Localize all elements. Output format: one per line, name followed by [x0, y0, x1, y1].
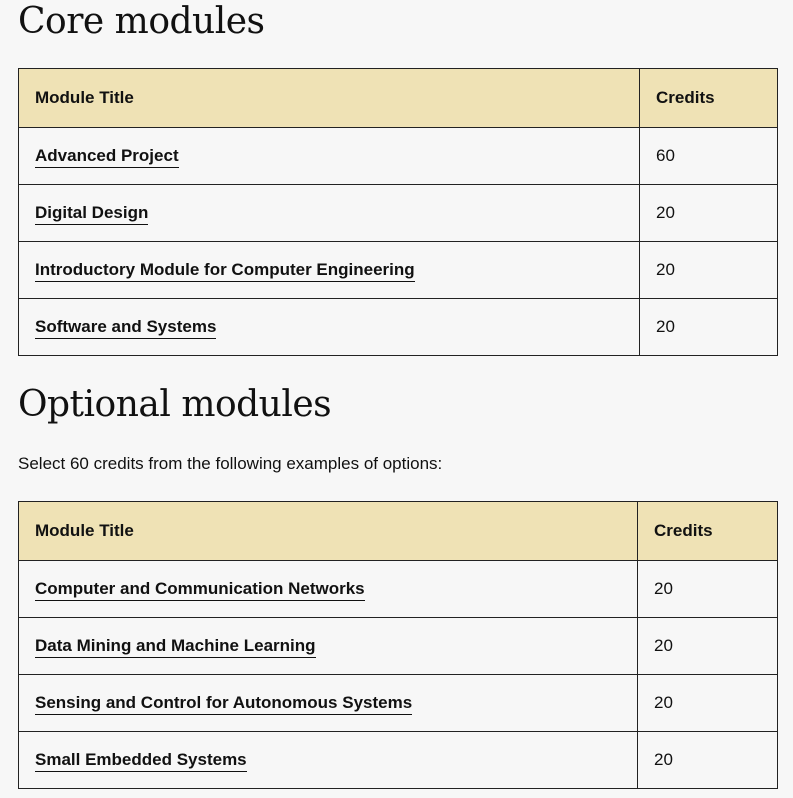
table-header-row	[19, 502, 778, 561]
module-title-cell	[19, 185, 640, 242]
credits-cell: 20	[638, 561, 778, 618]
credits-cell: 20	[640, 299, 778, 356]
module-link-small-embedded-systems[interactable]: Small Embedded Systems	[35, 750, 247, 772]
credits-cell: 20	[638, 618, 778, 675]
column-header-credits: Credits	[640, 69, 778, 128]
table-row	[19, 242, 778, 299]
module-link-computer-and-communication-networks[interactable]: Computer and Communication Networks	[35, 579, 365, 601]
table-row	[19, 185, 778, 242]
module-title-cell	[19, 242, 640, 299]
credits-cell: 20	[640, 242, 778, 299]
module-title-cell	[19, 128, 640, 185]
module-link-sensing-and-control[interactable]: Sensing and Control for Autonomous Systems	[35, 693, 412, 715]
credits-cell: 20	[640, 185, 778, 242]
module-title-cell	[19, 675, 638, 732]
table-row	[19, 618, 778, 675]
table-row	[19, 561, 778, 618]
module-title-cell	[19, 299, 640, 356]
credits-cell: 60	[640, 128, 778, 185]
table-row	[19, 299, 778, 356]
core-modules-table	[18, 68, 778, 356]
optional-modules-intro: Select 60 credits from the following examples of options:	[18, 454, 443, 473]
module-link-introductory-module[interactable]: Introductory Module for Computer Engineering	[35, 260, 415, 282]
module-link-advanced-project[interactable]: Advanced Project	[35, 146, 179, 168]
module-link-data-mining-and-machine-learning[interactable]: Data Mining and Machine Learning	[35, 636, 316, 658]
table-row	[19, 675, 778, 732]
optional-modules-table	[18, 501, 778, 789]
column-header-module-title: Module Title	[19, 69, 640, 128]
table-row	[19, 128, 778, 185]
module-title-cell	[19, 618, 638, 675]
column-header-credits: Credits	[638, 502, 778, 561]
credits-cell: 20	[638, 732, 778, 789]
module-title-cell	[19, 732, 638, 789]
module-title-cell	[19, 561, 638, 618]
credits-cell: 20	[638, 675, 778, 732]
module-link-digital-design[interactable]: Digital Design	[35, 203, 148, 225]
table-header-row	[19, 69, 778, 128]
module-link-software-and-systems[interactable]: Software and Systems	[35, 317, 216, 339]
column-header-module-title: Module Title	[19, 502, 638, 561]
optional-modules-heading: Optional modules	[18, 384, 332, 425]
table-row	[19, 732, 778, 789]
core-modules-heading: Core modules	[18, 1, 265, 42]
